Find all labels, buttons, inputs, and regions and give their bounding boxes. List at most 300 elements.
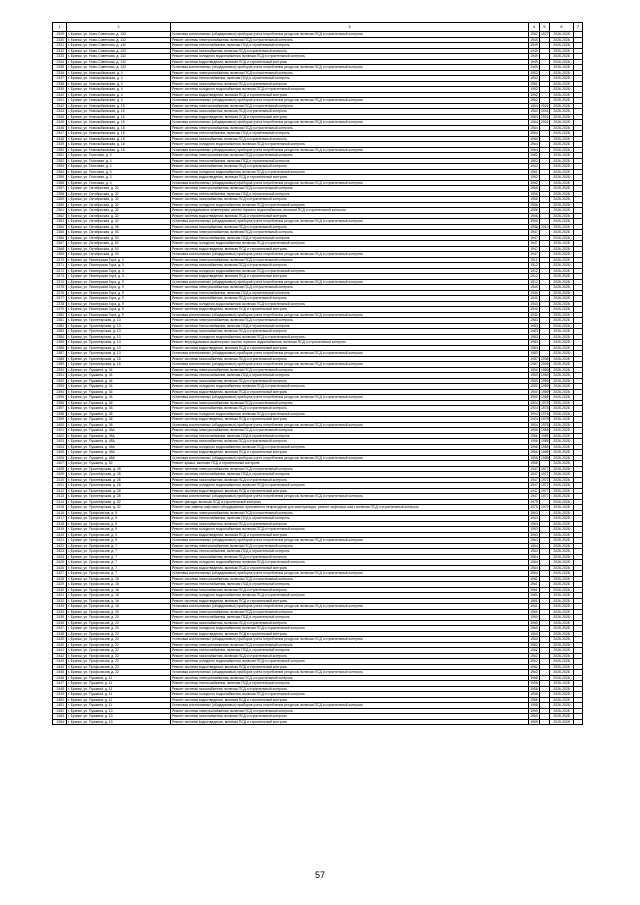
work-type-cell: Ремонт системы газоснабжения, включая ПСД и строительный контроль [171,620,529,626]
row-number-cell: 2400 [53,422,67,428]
year-built-cell: 1962 [530,670,538,674]
address-cell: г. Брянск, ул. Профсоюзов, д. 20 [67,631,171,637]
address-cell: г. Брянск, ул. Пионерская Гора, д. 3 [67,274,171,280]
year-built-cell: 1964 [530,543,538,548]
work-type-cell: Ремонт системы электроснабжения, включая ПСД и строительный контроль [171,257,529,263]
address-cell: г. Брянск, ул. Пролетарская, д. 28 [67,477,171,483]
period-cell: 2026-2028 [550,76,574,82]
address-cell: г. Брянск, ул. Октябрьская, д. 32 [67,208,171,214]
period-cell: 2026-2028 [550,615,574,621]
address-cell: г. Брянск, ул. Профсоюзов, д. 22 [67,648,171,654]
year-built-cell: 1962 [530,153,538,157]
row-number-cell: 2379 [53,307,67,313]
work-type-cell: Ремонт системы водоотведения, включая ПСД и строительный контроль [171,274,529,280]
period-cell: 2026-2028 [550,274,574,280]
work-type-cell: Ремонт системы водоотведения, включая ПСД и строительный контроль [171,417,529,423]
address-cell: г. Брянск, ул. Почтовая, д. 3 [67,180,171,186]
work-type-cell: Ремонт системы электроснабжения, включая ПСД и строительный контроль [171,609,529,615]
period-cell: 2026-2028 [550,455,574,461]
work-type-cell: Ремонт системы электроснабжения, включая ПСД и строительный контроль [171,125,529,131]
year-renovated-cell: 1977 [541,488,549,493]
period-cell: 2026-2028 [550,208,574,214]
period-cell: 2026-2028 [550,472,574,478]
period-cell: 2026-2028 [550,345,574,351]
work-type-cell: Ремонт системы теплоснабжения, включая ПСД и строительный контроль [171,681,529,687]
work-type-cell: Ремонт системы электроснабжения, включая ПСД и строительный контроль [171,230,529,236]
period-cell: 2026-2028 [550,516,574,522]
row-number-cell: 2403 [53,439,67,445]
work-type-cell: Установка коллективных (общедомовых) приборов учета потребления ресурсов, включая ПСД и строительный контроль [171,670,529,676]
period-cell: 2026-2028 [550,708,574,714]
period-cell: 2026-2028 [550,406,574,412]
year-renovated-cell: 1977 [541,477,549,482]
address-cell: г. Брянск, ул. Пионерская Гора, д. 9 [67,312,171,318]
address-cell: г. Брянск, ул. Профсоюзов, д. 22 [67,670,171,676]
document-table-container [52,22,582,725]
period-cell: 2026-2028 [550,598,574,604]
work-type-cell: Ремонт системы водоотведения, включая ПСД и строительный контроль [171,246,529,252]
row-number-cell: 2368 [53,246,67,252]
address-cell: г. Брянск, ул. Октябрьская, д. 32 [67,191,171,197]
year-built-cell: 1940 [530,296,538,300]
row-number-cell: 2422 [53,543,67,549]
year-renovated-cell: 2001 [541,114,549,119]
row-number-cell: 2383 [53,329,67,335]
year-built-cell: 1962 [530,32,538,36]
row-number-cell: 2407 [53,461,67,467]
row-number-cell: 2335 [53,65,67,71]
period-cell: 2026-2028 [550,620,574,626]
period-cell: 2026-2028 [550,131,574,137]
address-cell: г. Брянск, ул. Пушкина, д. 34 [67,373,171,379]
year-built-cell: 1947 [530,230,538,234]
period-cell: 2026-2028 [550,169,574,175]
row-number-cell: 2349 [53,142,67,148]
work-type-cell: Ремонт внутридомовых инженерных систем горячего водоснабжения, включая ПСД и строительный контроль [171,340,529,346]
row-number-cell: 2444 [53,664,67,670]
period-cell: 2026-2028 [550,153,574,159]
header-col-2: 2 [67,23,171,32]
row-number-cell: 2452 [53,708,67,714]
row-number-cell: 2369 [53,252,67,258]
period-cell: 2026-2028 [550,142,574,148]
work-type-cell: Ремонт системы газоснабжения, включая ПСД и строительный контроль [171,224,529,230]
address-cell: г. Брянск, ул. Почтовая, д. 3 [67,164,171,170]
address-cell: г. Брянск, ул. Новозыбковская, д. 18 [67,136,171,142]
year-renovated-cell: 2008 [541,356,549,361]
row-number-cell: 2435 [53,615,67,621]
year-built-cell: 1962 [530,164,538,168]
period-cell: 2026-2028 [550,230,574,236]
address-cell: г. Брянск, ул. Пушкина, д. 34 [67,378,171,384]
period-cell: 2026-2028 [550,697,574,703]
row-number-cell: 2395 [53,395,67,401]
year-built-cell: 1950 [530,373,538,377]
year-built-cell: 1958 [530,686,538,691]
header-col-6: 6 [550,23,574,32]
work-type-cell: Ремонт системы газоснабжения, включая ПСД и строительный контроль [171,406,529,412]
work-type-cell: Ремонт системы водоотведения, включая ПСД и строительный контроль [171,631,529,637]
work-type-cell: Ремонт системы электроснабжения, включая ПСД и строительный контроль [171,400,529,406]
work-type-cell: Ремонт системы теплоснабжения, включая ПСД и строительный контроль [171,76,529,82]
address-cell: г. Брянск, ул. Новозыбковская, д. 4 [67,92,171,98]
row-number-cell: 2443 [53,659,67,665]
row-number-cell: 2376 [53,290,67,296]
year-built-cell: 1960 [530,626,538,630]
address-cell: г. Брянск, ул. Ново-Советская, д. 132 [67,54,171,60]
address-cell: г. Брянск, ул. Пушкина, д. 11 [67,675,171,681]
address-cell: г. Брянск, ул. Новозыбковская, д. 15 [67,120,171,126]
year-built-cell: 1958 [530,703,538,707]
year-built-cell: 1949 [530,59,538,64]
work-type-cell: Ремонт системы газоснабжения, включая ПСД и строительный контроль [171,521,529,527]
period-cell: 2026-2028 [550,439,574,445]
period-cell: 2026-2028 [550,312,574,318]
year-built-cell: 1950 [530,384,538,388]
work-type-cell: Ремонт системы газоснабжения, включая ПСД и строительный контроль [171,81,529,87]
work-type-cell: Ремонт системы газоснабжения, включая ПСД и строительный контроль [171,48,529,54]
year-built-cell: 1956 [530,450,538,454]
address-cell: г. Брянск, ул. Профсоюзов, д. 16 [67,604,171,610]
period-cell: 2026-2028 [550,538,574,544]
period-cell: 2026-2028 [550,290,574,296]
period-cell: 2026-2028 [550,202,574,208]
year-built-cell: 1962 [530,659,538,663]
year-built-cell: 1963 [530,532,538,537]
year-built-cell: 1912 [530,257,538,262]
year-built-cell: 1952 [530,87,538,91]
work-type-cell: Ремонт системы газоснабжения, включая ПСД и строительный контроль [171,477,529,483]
address-cell: г. Брянск, ул. Пролетарская, д. 28 [67,488,171,494]
address-cell: г. Брянск, ул. Пушкина, д. 36 [67,411,171,417]
work-type-cell: Ремонт системы холодного водоснабжения, включая ПСД и строительный контроль [171,444,529,450]
period-cell: 2026-2028 [550,631,574,637]
row-number-cell: 2416 [53,510,67,516]
period-cell: 2026-2028 [550,186,574,192]
year-built-cell: 1987 [530,356,538,361]
year-built-cell: 1964 [530,109,538,113]
header-col-7: 7 [574,23,583,32]
address-cell: г. Брянск, ул. Пушкина, д. 48А [67,450,171,456]
year-built-cell: 1962 [530,169,538,174]
work-type-cell: Ремонт системы холодного водоснабжения, включая ПСД и строительный контроль [171,142,529,148]
work-type-cell: Ремонт системы теплоснабжения, включая ПСД и строительный контроль [171,582,529,588]
row-number-cell: 2390 [53,367,67,373]
work-type-cell: Установка коллективных (общедомовых) приборов учета потребления ресурсов, включая ПСД и строительный контроль [171,494,529,500]
work-type-cell: Ремонт системы водоотведения, включая ПСД и строительный контроль [171,92,529,98]
address-cell: г. Брянск, ул. Профсоюзов, д. 7 [67,549,171,555]
address-cell: г. Брянск, ул. Почтовая, д. 3 [67,169,171,175]
address-cell: г. Брянск, ул. Пушкина, д. 13 [67,719,171,725]
address-cell: г. Брянск, ул. Профсоюзов, д. 16 [67,587,171,593]
year-built-cell: 1949 [530,54,538,58]
address-cell: г. Брянск, ул. Профсоюзов, д. 20 [67,626,171,632]
year-built-cell: 1975 [530,499,538,504]
work-type-cell: Установка коллективных (общедомовых) приборов учета потребления ресурсов, включая ПСД и строительный контроль [171,312,529,318]
row-number-cell: 2408 [53,466,67,472]
period-cell: 2026-2028 [550,120,574,126]
year-built-cell: 1904 [530,406,538,410]
row-number-cell: 2366 [53,235,67,241]
work-type-cell: Ремонт системы водоотведения, включая ПСД и строительный контроль [171,532,529,538]
period-cell: 2026-2028 [550,257,574,263]
year-built-cell: 1960 [530,615,538,619]
address-cell: г. Брянск, ул. Пионерская Гора, д. 9 [67,290,171,296]
row-number-cell: 2339 [53,87,67,93]
year-built-cell: 1961 [530,598,538,603]
row-number-cell: 2417 [53,516,67,522]
row-number-cell: 2440 [53,642,67,648]
period-cell: 2026-2028 [550,571,574,577]
work-type-cell: Ремонт системы теплоснабжения, включая ПСД и строительный контроль [171,549,529,555]
row-number-cell: 2441 [53,648,67,654]
year-renovated-cell: 1989 [541,367,549,372]
address-cell: г. Брянск, ул. Профсоюзов, д. 16 [67,598,171,604]
period-cell: 2026-2028 [550,626,574,632]
year-built-cell: 1956 [530,455,538,460]
period-cell: 2026-2028 [550,466,574,472]
address-cell: г. Брянск, ул. Профсоюзов, д. 22 [67,642,171,648]
year-renovated-cell: 1977 [541,472,549,476]
work-type-cell: Ремонт системы электроснабжения, включая ПСД и строительный контроль [171,576,529,582]
address-cell: г. Брянск, ул. Пушкина, д. 36 [67,406,171,412]
year-built-cell: 1964 [530,147,538,152]
work-type-cell: Ремонт системы теплоснабжения, включая ПСД и строительный контроль [171,433,529,439]
row-number-cell: 2331 [53,43,67,49]
address-cell: г. Брянск, ул. Пролетарская, д. 13 [67,340,171,346]
year-renovated-cell: 1989 [541,389,549,394]
period-cell: 2026-2028 [550,323,574,329]
work-type-cell: Установка коллективных (общедомовых) приборов учета потребления ресурсов, включая ПСД и строительный контроль [171,362,529,368]
address-cell: г. Брянск, ул. Новозыбковская, д. 4 [67,98,171,104]
work-type-cell: Ремонт системы водоотведения, включая ПСД и строительный контроль [171,565,529,571]
work-type-cell: Ремонт системы холодного водоснабжения, включая ПСД и строительный контроль [171,659,529,665]
year-built-cell: 1947 [530,252,538,256]
period-cell: 2026-2028 [550,37,574,43]
year-built-cell: 1947 [530,235,538,240]
period-cell: 2026-2028 [550,180,574,186]
period-cell: 2026-2028 [550,136,574,142]
year-built-cell: 1912 [530,274,538,278]
year-built-cell: 1961 [530,593,538,597]
header-col-5: 5 [540,23,550,32]
year-renovated-cell: 1977 [541,483,549,487]
year-built-cell: 1963 [530,510,538,515]
year-built-cell: 1947 [530,488,538,493]
address-cell: г. Брянск, ул. Октябрьская, д. 32 [67,186,171,192]
work-type-cell: Ремонт системы электроснабжения, включая ПСД и строительный контроль [171,37,529,43]
work-type-cell: Ремонт системы холодного водоснабжения, включая ПСД и строительный контроль [171,411,529,417]
year-built-cell: 1904 [530,417,538,421]
year-built-cell: 1964 [530,565,538,570]
work-type-cell: Ремонт системы холодного водоснабжения, включая ПСД и строительный контроль [171,560,529,566]
address-cell: г. Брянск, ул. Новозыбковская, д. 18 [67,142,171,148]
address-cell: г. Брянск, ул. Профсоюзов, д. 5 [67,521,171,527]
period-cell: 2026-2028 [550,235,574,241]
row-number-cell: 2359 [53,197,67,203]
year-renovated-cell: 1985 [541,455,549,460]
work-type-cell: Установка коллективных (общедомовых) приборов учета потребления ресурсов, включая ПСД и строительный контроль [171,604,529,610]
address-cell: г. Брянск, ул. Профсоюзов, д. 5 [67,532,171,538]
row-number-cell: 2362 [53,213,67,219]
work-type-cell: Ремонт системы теплоснабжения, включая ПСД и строительный контроль [171,191,529,197]
address-cell: г. Брянск, ул. Профсоюзов, д. 7 [67,554,171,560]
row-number-cell: 2342 [53,103,67,109]
address-cell: г. Брянск, ул. Октябрьская, д. 53 [67,235,171,241]
address-cell: г. Брянск, ул. Пионерская Гора, д. 9 [67,296,171,302]
row-number-cell: 2360 [53,202,67,208]
work-type-cell: Ремонт системы газоснабжения, включая ПСД и строительный контроль [171,714,529,720]
row-number-cell: 2373 [53,274,67,280]
year-built-cell: 1940 [530,290,538,295]
address-cell: г. Брянск, ул. Пионерская Гора, д. 3 [67,257,171,263]
address-cell: г. Брянск, ул. Профсоюзов, д. 5 [67,510,171,516]
work-type-cell: Ремонт системы электроснабжения, включая ПСД и строительный контроль [171,642,529,648]
period-cell: 2026-2028 [550,329,574,335]
period-cell: 2026-2028 [550,296,574,302]
year-built-cell: 1963 [530,521,538,526]
row-number-cell: 2358 [53,191,67,197]
row-number-cell: 2389 [53,362,67,368]
address-cell: г. Брянск, ул. Октябрьская, д. 53 [67,246,171,252]
work-type-cell: Ремонт системы электроснабжения, включая ПСД и строительный контроль [171,285,529,291]
period-cell: 2026-2028 [550,609,574,615]
row-number-cell: 2334 [53,59,67,65]
year-renovated-cell: 1985 [541,450,549,454]
year-renovated-cell: 1985 [541,428,549,432]
period-cell: 2026-2028 [550,48,574,54]
row-number-cell: 2454 [53,719,67,725]
address-cell: г. Брянск, ул. Пушкина, д. 34 [67,389,171,395]
address-cell: г. Брянск, ул. Пушкина, д. 52 [67,461,171,467]
year-built-cell: 1959 [530,708,538,713]
year-built-cell: 1950 [530,367,538,372]
period-cell: 2026-2028 [550,576,574,582]
period-cell: 2026-2028 [550,681,574,687]
row-number-cell: 2436 [53,620,67,626]
year-built-cell: 1983 [530,329,538,333]
capital-repair-table [52,22,583,725]
period-cell: 2026-2028 [550,384,574,390]
work-type-cell: Ремонт системы холодного водоснабжения, включая ПСД и строительный контроль [171,692,529,698]
address-cell: г. Брянск, ул. Пушкина, д. 36 [67,417,171,423]
period-cell: 2026-2028 [550,686,574,692]
address-cell: г. Брянск, ул. Новозыбковская, д. 15 [67,109,171,115]
work-type-cell: Ремонт крыши, включая ПСД и строительный контроль [171,461,529,467]
year-built-cell: 1956 [530,444,538,449]
row-number-cell: 2372 [53,268,67,274]
address-cell: г. Брянск, ул. Новозыбковская, д. 4 [67,70,171,76]
work-type-cell: Ремонт системы водоотведения, включая ПСД и строительный контроль [171,175,529,181]
period-cell: 2026-2028 [550,510,574,516]
year-renovated-cell: 1985 [541,439,549,443]
address-cell: г. Брянск, ул. Новозыбковская, д. 4 [67,87,171,93]
period-cell: 2026-2028 [550,422,574,428]
period-cell: 2026-2028 [550,461,574,467]
year-built-cell: 1960 [530,609,538,614]
row-number-cell: 2380 [53,312,67,318]
period-cell: 2026-2028 [550,224,574,230]
row-number-cell: 2381 [53,318,67,324]
row-number-cell: 2370 [53,257,67,263]
year-built-cell: 1964 [530,571,538,575]
work-type-cell: Установка коллективных (общедомовых) приборов учета потребления ресурсов, включая ПСД и строительный контроль [171,147,529,153]
period-cell: 2026-2028 [550,411,574,417]
year-built-cell: 1983 [530,334,538,339]
row-number-cell: 2398 [53,411,67,417]
year-built-cell: 1947 [530,246,538,251]
row-number-cell: 2364 [53,224,67,230]
row-number-cell: 2419 [53,527,67,533]
work-type-cell: Ремонт системы водоотведения, включая ПСД и строительный контроль [171,488,529,494]
work-type-cell: Ремонт системы газоснабжения, включая ПСД и строительный контроль [171,686,529,692]
year-built-cell: 1956 [530,433,538,438]
work-type-cell: Ремонт системы холодного водоснабжения, включая ПСД и строительный контроль [171,301,529,307]
address-cell: г. Брянск, ул. Октябрьская, д. 53 [67,241,171,247]
address-cell: г. Брянск, ул. Пролетарская, д. 13 [67,345,171,351]
year-built-cell: 1961 [530,587,538,592]
work-type-cell: Установка коллективных (общедомовых) приборов учета потребления ресурсов, включая ПСД и строительный контроль [171,180,529,186]
work-type-cell: Ремонт системы электроснабжения, включая ПСД и строительный контроль [171,466,529,472]
work-type-cell: Ремонт системы теплоснабжения, включая ПСД и строительный контроль [171,323,529,329]
address-cell: г. Брянск, ул. Ново-Советская, д. 132 [67,43,171,49]
address-cell: г. Брянск, ул. Пролетарская, д. 13 [67,318,171,324]
work-type-cell: Установка коллективных (общедомовых) приборов учета потребления ресурсов, включая ПСД и строительный контроль [171,395,529,401]
row-number-cell: 2333 [53,54,67,60]
period-cell: 2026-2028 [550,367,574,373]
period-cell: 2026-2028 [550,65,574,71]
row-number-cell: 2341 [53,98,67,104]
address-cell: г. Брянск, ул. Пионерская Гора, д. 3 [67,263,171,269]
work-type-cell: Ремонт системы газоснабжения, включая ПСД и строительный контроль [171,263,529,269]
year-built-cell: 1964 [530,554,538,559]
year-built-cell: 1959 [530,714,538,718]
row-number-cell: 2392 [53,378,67,384]
work-type-cell: Ремонт системы холодного водоснабжения, включая ПСД и строительный контроль [171,54,529,60]
header-col-3: 3 [171,23,529,32]
row-number-cell: 2330 [53,37,67,43]
work-type-cell: Установка коллективных (общедомовых) приборов учета потребления ресурсов, включая ПСД и строительный контроль [171,120,529,126]
table-row [53,719,583,725]
period-cell: 2026-2028 [550,54,574,60]
period-cell: 2026-2028 [550,252,574,258]
row-number-cell: 2351 [53,153,67,159]
year-built-cell: 1956 [530,186,538,190]
work-type-cell: Ремонт системы водоотведения, включая ПСД и строительный контроль [171,389,529,395]
row-number-cell: 2421 [53,538,67,544]
address-cell: г. Брянск, ул. Пролетарская, д. 28 [67,483,171,489]
year-built-cell: 1940 [530,301,538,306]
period-cell: 2026-2028 [550,285,574,291]
address-cell: г. Брянск, ул. Пролетарская, д. 13 [67,351,171,357]
year-built-cell: 1983 [530,323,538,328]
year-built-cell: 1960 [530,620,538,625]
period-cell: 2026-2028 [550,191,574,197]
work-type-cell: Ремонт фасада, включая ПСД и строительный контроль [171,499,529,505]
year-built-cell: 1964 [530,120,538,124]
year-built-cell: 1958 [530,461,538,465]
work-type-cell: Ремонт системы теплоснабжения, включая ПСД и строительный контроль [171,516,529,522]
address-cell: г. Брянск, ул. Октябрьская, д. 53 [67,230,171,236]
work-type-cell: Ремонт системы теплоснабжения, включая ПСД и строительный контроль [171,615,529,621]
address-cell: г. Брянск, ул. Пролетарская, д. 13 [67,323,171,329]
row-number-cell: 2445 [53,670,67,676]
row-number-cell: 2350 [53,147,67,153]
address-cell: г. Брянск, ул. Пушкина, д. 11 [67,697,171,703]
period-cell: 2026-2028 [550,560,574,566]
period-cell: 2026-2028 [550,675,574,681]
year-built-cell: 1949 [530,37,538,42]
